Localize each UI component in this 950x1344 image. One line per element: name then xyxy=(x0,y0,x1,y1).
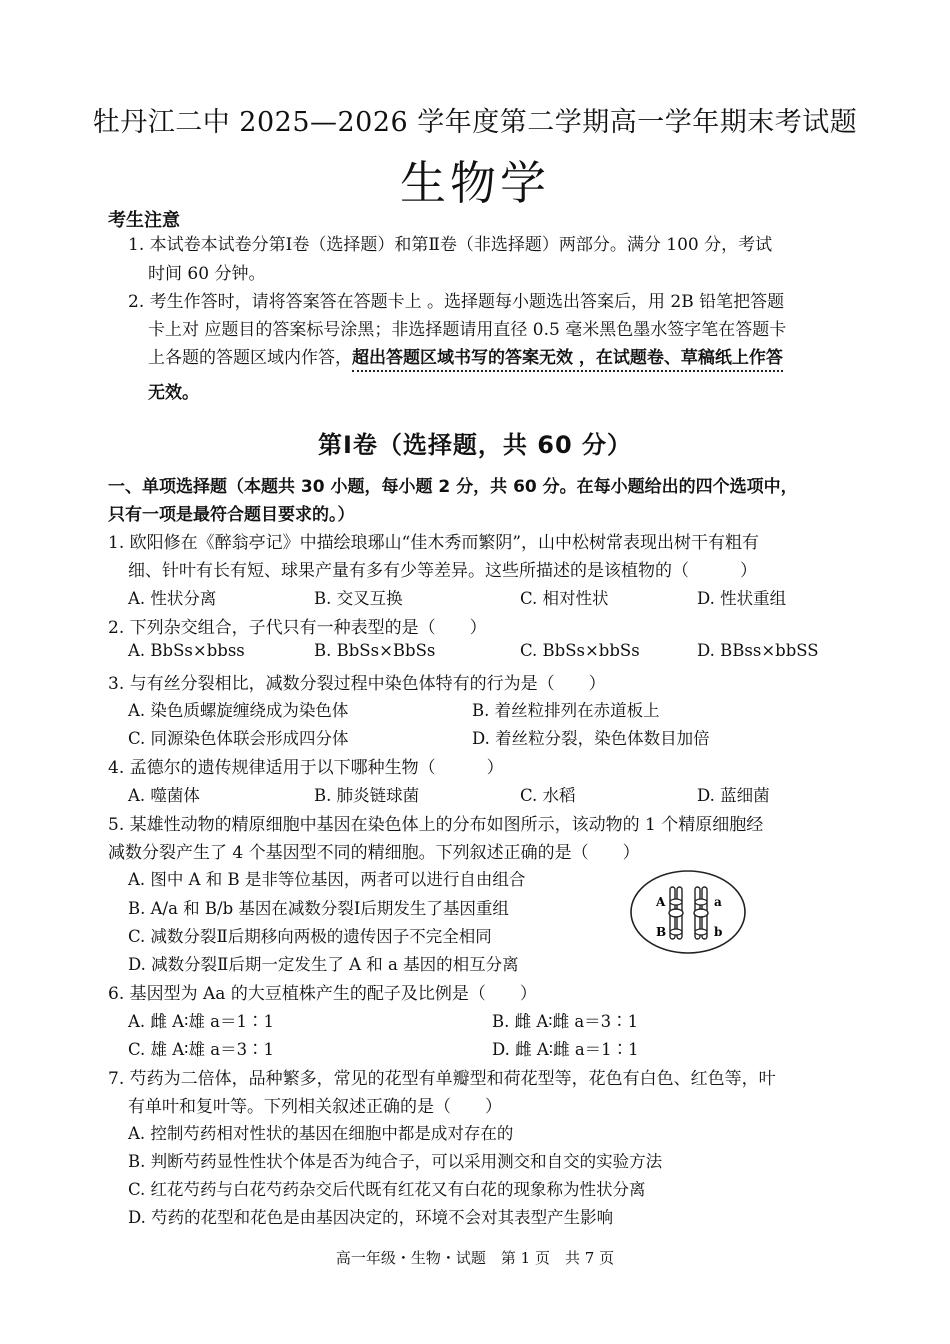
question-7-option-a: A. 控制芍药相对性状的基因在细胞中都是成对存在的 xyxy=(128,1124,514,1143)
question-3-line-1: 3. 与有丝分裂相比，减数分裂过程中染色体特有的行为是（ ） xyxy=(108,674,606,694)
question-4-option-a: A. 噬菌体 xyxy=(128,786,200,805)
section-1-title: 第Ⅰ卷（选择题，共 60 分） xyxy=(317,431,633,459)
question-4-option-c: C. 水稻 xyxy=(520,786,576,805)
question-2-option-a: A. BbSs×bbss xyxy=(128,641,245,660)
question-7-option-d: D. 芍药的花型和花色是由基因决定的，环境不会对其表型产生影响 xyxy=(128,1208,614,1227)
question-3-option-a: A. 染色质螺旋缠绕成为染色体 xyxy=(128,701,349,720)
question-5-option-c: C. 减数分裂Ⅱ后期移向两极的遗传因子不完全相同 xyxy=(128,927,492,946)
question-7-option-c: C. 红花芍药与白花芍药杂交后代既有红花又有白花的现象称为性状分离 xyxy=(128,1180,646,1199)
question-5-line-1: 5. 某雄性动物的精原细胞中基因在染色体上的分布如图所示，该动物的 1 个精原细胞经 xyxy=(108,815,764,835)
question-4-option-b: B. 肺炎链球菌 xyxy=(314,786,420,805)
chromosome-right xyxy=(694,887,708,939)
question-6-option-c: C. 雄 A∶雄 a＝3∶1 xyxy=(128,1040,275,1059)
gene-label-A: A xyxy=(656,895,666,909)
question-1-option-b: B. 交叉互换 xyxy=(314,589,403,608)
question-4-option-d: D. 蓝细菌 xyxy=(697,786,770,805)
question-5-option-b: B. A/a 和 B/b 基因在减数分裂Ⅰ后期发生了基因重组 xyxy=(128,899,509,918)
chromosome-diagram xyxy=(628,868,748,956)
question-5-option-a: A. 图中 A 和 B 是非等位基因，两者可以进行自由组合 xyxy=(128,870,526,889)
question-2-option-d: D. BBss×bbSS xyxy=(697,641,819,660)
notice-item-1-line-2: 时间 60 分钟。 xyxy=(148,264,266,284)
question-7-line-1: 7. 芍药为二倍体，品种繁多，常见的花型有单瓣型和荷花型等，花色有白色、红色等，叶 xyxy=(108,1069,776,1089)
question-6-line-1: 6. 基因型为 Aa 的大豆植株产生的配子及比例是（ ） xyxy=(108,984,537,1004)
question-6-option-b: B. 雌 A∶雌 a＝3∶1 xyxy=(492,1012,639,1031)
section-1-instruction-line-1: 一、单项选择题（本题共 30 小题，每小题 2 分，共 60 分。在每小题给出的四个选项中， xyxy=(108,477,798,497)
question-2-option-c: C. BbSs×bbSs xyxy=(520,641,640,660)
question-2-option-b: B. BbSs×BbSs xyxy=(314,641,436,660)
question-5-option-d: D. 减数分裂Ⅱ后期一定发生了 A 和 a 基因的相互分离 xyxy=(128,955,519,974)
cell-outline xyxy=(631,871,745,953)
question-7-line-2: 有单叶和复叶等。下列相关叙述正确的是（ ） xyxy=(128,1097,502,1117)
section-1-instruction-line-2: 只有一项是最符合题目要求的。） xyxy=(108,505,355,525)
notice-item-2-line-1: 2. 考生作答时，请将答案答在答题卡上 。选择题每小题选出答案后，用 2B 铅笔把答题 xyxy=(128,292,785,312)
chromosome-left xyxy=(669,887,683,939)
notice-item-1-line-1: 1. 本试卷本试卷分第Ⅰ卷（选择题）和第Ⅱ卷（非选择题）两部分。满分 100 分，考试 xyxy=(128,235,773,255)
question-1-option-d: D. 性状重组 xyxy=(697,589,787,608)
question-6-option-a: A. 雌 A∶雄 a＝1∶1 xyxy=(128,1012,274,1031)
gene-label-b: b xyxy=(714,925,723,939)
question-3-option-b: B. 着丝粒排列在赤道板上 xyxy=(472,701,660,720)
question-4-line-1: 4. 孟德尔的遗传规律适用于以下哪种生物（ ） xyxy=(108,758,504,778)
exam-title: 牡丹江二中 2025—2026 学年度第二学期高一学年期末考试题 xyxy=(92,107,858,138)
gene-label-a: a xyxy=(714,895,722,909)
subject-title: 生物学 xyxy=(400,156,550,210)
question-2-line-1: 2. 下列杂交组合，子代只有一种表型的是（ ） xyxy=(108,618,487,638)
question-1-line-1: 1. 欧阳修在《醉翁亭记》中描绘琅琊山“佳木秀而繁阴”，山中松树常表现出树干有粗有 xyxy=(108,533,760,553)
question-7-option-b: B. 判断芍药显性性状个体是否为纯合子，可以采用测交和自交的实验方法 xyxy=(128,1152,663,1171)
notice-heading: 考生注意 xyxy=(108,210,180,231)
question-3-option-d: D. 着丝粒分裂，染色体数目加倍 xyxy=(472,729,710,748)
question-1-line-2: 细、针叶有长有短、球果产量有多有少等差异。这些所描述的是该植物的（ ） xyxy=(128,561,757,581)
notice-item-2-line-3 xyxy=(148,343,783,373)
notice-item-2-line-2: 卡上对 应题目的答案标号涂黑；非选择题请用直径 0.5 毫米黑色墨水签字笔在答题卡 xyxy=(148,320,787,340)
question-1-option-a: A. 性状分离 xyxy=(128,589,217,608)
question-3-option-c: C. 同源染色体联会形成四分体 xyxy=(128,729,349,748)
notice-item-2-line-3-plain: 上各题的答题区域内作答， xyxy=(148,348,352,368)
notice-item-2-line-4: 无效。 xyxy=(148,383,199,403)
page-footer: 高一年级・生物・试题 第 1 页 共 7 页 xyxy=(335,1249,615,1267)
question-5-line-2: 减数分裂产生了 4 个基因型不同的精细胞。下列叙述正确的是（ ） xyxy=(108,843,640,863)
notice-item-2-line-3-bold: 超出答题区域书写的答案无效 ，在试题卷、草稿纸上作答 xyxy=(352,348,783,372)
gene-label-B: B xyxy=(656,925,667,939)
question-1-option-c: C. 相对性状 xyxy=(520,589,609,608)
question-6-option-d: D. 雌 A∶雌 a＝1∶1 xyxy=(492,1040,639,1059)
